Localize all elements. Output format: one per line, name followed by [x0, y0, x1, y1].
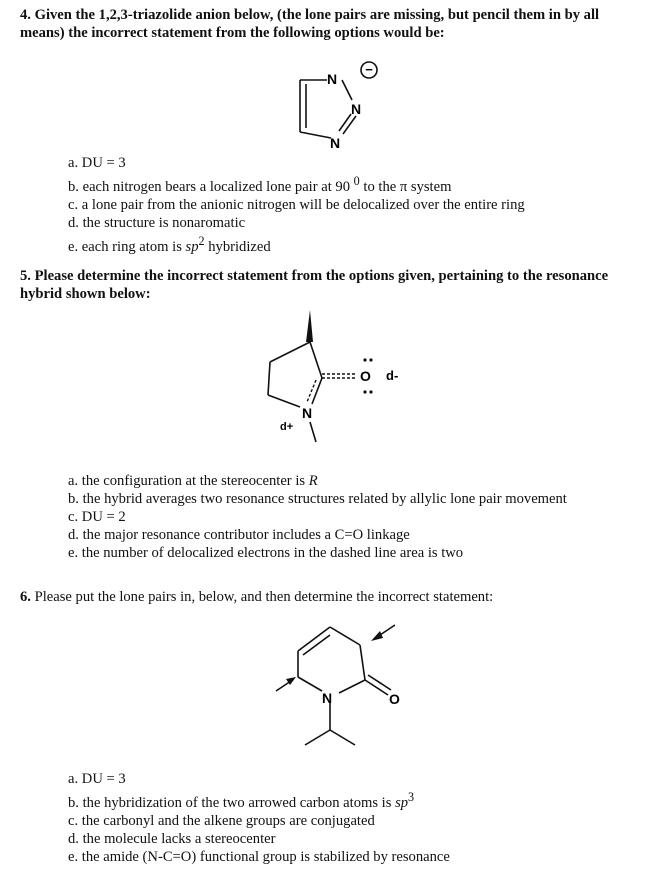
triazolide-structure	[275, 52, 395, 157]
question-text: Given the 1,2,3-triazolide anion below, (the lone pairs are missing, but pencil them in by all means) the incorrect statement from the following options would be:	[20, 7, 600, 41]
bond	[268, 395, 300, 407]
bond	[310, 422, 316, 442]
question-5	[20, 267, 632, 303]
question-number: 6.	[20, 589, 31, 605]
q5-options	[68, 472, 638, 562]
delta-minus: d-	[386, 368, 399, 383]
question-number: 4.	[20, 7, 31, 23]
atom-n1: N	[327, 71, 338, 87]
wedge-bond	[306, 310, 313, 342]
option-c[interactable]: c. a lone pair from the anionic nitrogen will be delocalized over the entire ring	[68, 196, 525, 213]
question-text: Please put the lone pairs in, below, and then determine the incorrect statement:	[34, 589, 494, 605]
q6-options	[68, 770, 638, 866]
bond	[339, 680, 365, 693]
bond	[310, 342, 322, 378]
double-bond	[368, 675, 391, 690]
atom-n: N	[302, 405, 313, 421]
option-b[interactable]: b. each nitrogen bears a localized lone pair at 90 $^0$ to the π system	[68, 174, 452, 195]
atom-n2: N	[351, 101, 362, 117]
option-a[interactable]: a. the configuration at the stereocenter is R	[68, 473, 318, 489]
option-d[interactable]: d. the major resonance contributor includes a C=O linkage	[68, 527, 410, 543]
question-4	[20, 6, 632, 42]
bond	[270, 342, 310, 362]
delta-plus: d+	[280, 421, 294, 433]
q4-options	[68, 154, 638, 256]
option-c[interactable]: c. the carbonyl and the alkene groups are conjugated	[68, 812, 375, 829]
bond	[305, 730, 330, 745]
bond	[330, 627, 360, 645]
option-e[interactable]: e. the number of delocalized electrons in the dashed line area is two	[68, 545, 464, 561]
option-e[interactable]: e. the amide (N-C=O) functional group is stabilized by resonance	[68, 848, 450, 865]
bond	[342, 80, 352, 100]
bond	[298, 677, 322, 691]
option-a[interactable]: a. DU = 3	[68, 155, 126, 171]
bond-inner	[339, 114, 351, 131]
bond	[300, 132, 331, 138]
bond	[330, 730, 355, 745]
option-e[interactable]: e. each ring atom is $sp^2$ hybridized	[68, 233, 271, 255]
option-a[interactable]: a. DU = 3	[68, 771, 126, 787]
option-d[interactable]: d. the structure is nonaromatic	[68, 214, 246, 231]
option-b[interactable]: b. the hybridization of the two arrowed carbon atoms is $sp^3$	[68, 790, 415, 811]
bond	[360, 645, 365, 680]
bond	[268, 362, 270, 395]
option-c[interactable]: c. DU = 2	[68, 509, 126, 525]
atom-n: N	[322, 690, 333, 706]
bond	[312, 378, 322, 404]
atom-n3: N	[330, 135, 341, 151]
atom-o: O	[360, 368, 371, 384]
question-6	[20, 588, 632, 606]
arrow-head	[371, 631, 383, 641]
option-d[interactable]: d. the molecule lacks a stereocenter	[68, 830, 276, 847]
question-text: Please determine the incorrect statement from the options given, pertaining to the resonance hybrid shown below:	[20, 268, 609, 302]
bond	[365, 680, 388, 695]
dihydropyridinone-structure	[250, 615, 430, 755]
bond	[343, 116, 356, 134]
option-b[interactable]: b. the hybrid averages two resonance structures related by allylic lone pair movement	[68, 491, 567, 507]
resonance-hybrid-structure	[250, 300, 430, 450]
question-number: 5.	[20, 268, 31, 284]
atom-o: O	[389, 691, 400, 707]
negative-charge: −	[365, 62, 373, 77]
